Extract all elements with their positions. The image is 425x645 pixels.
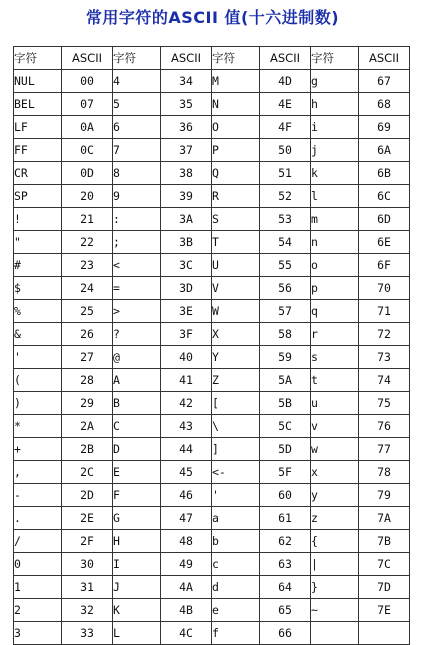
hex-cell: 76 (359, 415, 410, 438)
char-cell: = (113, 277, 161, 300)
hex-cell: 31 (62, 576, 113, 599)
char-cell: BEL (14, 93, 62, 116)
hex-cell: 3D (161, 277, 212, 300)
hex-cell: 24 (62, 277, 113, 300)
hex-cell: 65 (260, 599, 311, 622)
hex-cell: 4A (161, 576, 212, 599)
hex-cell: 67 (359, 70, 410, 93)
hex-cell: 34 (161, 70, 212, 93)
header-char: 字符 (113, 47, 161, 70)
char-cell: c (212, 553, 260, 576)
hex-cell: 52 (260, 185, 311, 208)
hex-cell: 71 (359, 300, 410, 323)
char-cell: e (212, 599, 260, 622)
char-cell: k (311, 162, 359, 185)
char-cell: 6 (113, 116, 161, 139)
char-cell: 9 (113, 185, 161, 208)
hex-cell: 7B (359, 530, 410, 553)
char-cell: v (311, 415, 359, 438)
hex-cell: 26 (62, 323, 113, 346)
char-cell: ! (14, 208, 62, 231)
char-cell: r (311, 323, 359, 346)
hex-cell: 7E (359, 599, 410, 622)
char-cell: u (311, 392, 359, 415)
hex-cell: 39 (161, 185, 212, 208)
char-cell: ( (14, 369, 62, 392)
char-cell: ~ (311, 599, 359, 622)
hex-cell: 00 (62, 70, 113, 93)
table-row (14, 208, 410, 231)
hex-cell: 62 (260, 530, 311, 553)
char-cell: U (212, 254, 260, 277)
char-cell: \ (212, 415, 260, 438)
hex-cell: 68 (359, 93, 410, 116)
table-row (14, 139, 410, 162)
header-char: 字符 (311, 47, 359, 70)
hex-cell: 21 (62, 208, 113, 231)
hex-cell: 6D (359, 208, 410, 231)
hex-cell: 5B (260, 392, 311, 415)
table-row (14, 346, 410, 369)
char-cell: o (311, 254, 359, 277)
char-cell: 5 (113, 93, 161, 116)
table-row (14, 254, 410, 277)
table-row (14, 576, 410, 599)
hex-cell: 37 (161, 139, 212, 162)
char-cell: D (113, 438, 161, 461)
hex-cell: 7C (359, 553, 410, 576)
char-cell: H (113, 530, 161, 553)
hex-cell: 0D (62, 162, 113, 185)
hex-cell: 79 (359, 484, 410, 507)
table-row (14, 185, 410, 208)
table-row (14, 323, 410, 346)
char-cell: LF (14, 116, 62, 139)
hex-cell: 28 (62, 369, 113, 392)
hex-cell: 23 (62, 254, 113, 277)
char-cell: $ (14, 277, 62, 300)
hex-cell: 45 (161, 461, 212, 484)
hex-cell: 42 (161, 392, 212, 415)
hex-cell: 5A (260, 369, 311, 392)
char-cell: % (14, 300, 62, 323)
hex-cell: 38 (161, 162, 212, 185)
hex-cell: 44 (161, 438, 212, 461)
char-cell: J (113, 576, 161, 599)
char-cell: : (113, 208, 161, 231)
char-cell: > (113, 300, 161, 323)
hex-cell: 30 (62, 553, 113, 576)
hex-cell: 29 (62, 392, 113, 415)
char-cell: j (311, 139, 359, 162)
char-cell: i (311, 116, 359, 139)
char-cell: l (311, 185, 359, 208)
char-cell: Q (212, 162, 260, 185)
hex-cell: 53 (260, 208, 311, 231)
char-cell: CR (14, 162, 62, 185)
char-cell: , (14, 461, 62, 484)
hex-cell: 4C (161, 622, 212, 645)
table-row (14, 622, 410, 645)
header-ascii: ASCII (161, 47, 212, 70)
char-cell: 2 (14, 599, 62, 622)
hex-cell: 43 (161, 415, 212, 438)
hex-cell: 75 (359, 392, 410, 415)
hex-cell: 60 (260, 484, 311, 507)
hex-cell: 77 (359, 438, 410, 461)
char-cell: R (212, 185, 260, 208)
char-cell: x (311, 461, 359, 484)
char-cell: | (311, 553, 359, 576)
hex-cell: 6E (359, 231, 410, 254)
hex-cell: 47 (161, 507, 212, 530)
hex-cell: 2E (62, 507, 113, 530)
char-cell: t (311, 369, 359, 392)
hex-cell: 5F (260, 461, 311, 484)
char-cell: y (311, 484, 359, 507)
char-cell: 4 (113, 70, 161, 93)
header-ascii: ASCII (359, 47, 410, 70)
hex-cell: 2D (62, 484, 113, 507)
hex-cell: 6B (359, 162, 410, 185)
hex-cell: 64 (260, 576, 311, 599)
char-cell: f (212, 622, 260, 645)
hex-cell: 3C (161, 254, 212, 277)
hex-cell: 36 (161, 116, 212, 139)
hex-cell: 6F (359, 254, 410, 277)
char-cell: / (14, 530, 62, 553)
char-cell: L (113, 622, 161, 645)
char-cell: NUL (14, 70, 62, 93)
char-cell: h (311, 93, 359, 116)
char-cell: ' (212, 484, 260, 507)
hex-cell: 49 (161, 553, 212, 576)
char-cell: FF (14, 139, 62, 162)
hex-cell: 40 (161, 346, 212, 369)
table-row (14, 369, 410, 392)
hex-cell: 7A (359, 507, 410, 530)
hex-cell: 57 (260, 300, 311, 323)
hex-cell: 58 (260, 323, 311, 346)
hex-cell: 78 (359, 461, 410, 484)
hex-cell: 0A (62, 116, 113, 139)
hex-cell: 4E (260, 93, 311, 116)
char-cell: X (212, 323, 260, 346)
hex-cell: 3A (161, 208, 212, 231)
hex-cell: 25 (62, 300, 113, 323)
char-cell: # (14, 254, 62, 277)
char-cell: * (14, 415, 62, 438)
hex-cell: 5C (260, 415, 311, 438)
char-cell: G (113, 507, 161, 530)
char-cell: I (113, 553, 161, 576)
char-cell: + (14, 438, 62, 461)
hex-cell: 0C (62, 139, 113, 162)
char-cell: ; (113, 231, 161, 254)
char-cell: g (311, 70, 359, 93)
hex-cell: 20 (62, 185, 113, 208)
hex-cell: 5D (260, 438, 311, 461)
char-cell: S (212, 208, 260, 231)
char-cell: P (212, 139, 260, 162)
char-cell: w (311, 438, 359, 461)
hex-cell: 73 (359, 346, 410, 369)
table-header-row (14, 47, 410, 70)
hex-cell: 35 (161, 93, 212, 116)
hex-cell: 4D (260, 70, 311, 93)
hex-cell: 69 (359, 116, 410, 139)
table-row (14, 70, 410, 93)
table-row (14, 438, 410, 461)
hex-cell: 6A (359, 139, 410, 162)
hex-cell: 72 (359, 323, 410, 346)
char-cell: { (311, 530, 359, 553)
table-row (14, 231, 410, 254)
hex-cell: 41 (161, 369, 212, 392)
table-row (14, 530, 410, 553)
char-cell: 0 (14, 553, 62, 576)
char-cell: m (311, 208, 359, 231)
char-cell: C (113, 415, 161, 438)
ascii-table (13, 46, 410, 645)
char-cell: } (311, 576, 359, 599)
hex-cell: 2B (62, 438, 113, 461)
char-cell: d (212, 576, 260, 599)
char-cell: [ (212, 392, 260, 415)
hex-cell: 22 (62, 231, 113, 254)
hex-cell: 61 (260, 507, 311, 530)
char-cell: T (212, 231, 260, 254)
char-cell: ) (14, 392, 62, 415)
hex-cell: 46 (161, 484, 212, 507)
char-cell: b (212, 530, 260, 553)
hex-cell: 2A (62, 415, 113, 438)
hex-cell: 6C (359, 185, 410, 208)
char-cell: 7 (113, 139, 161, 162)
char-cell: 8 (113, 162, 161, 185)
table-body (14, 70, 410, 645)
header-ascii: ASCII (62, 47, 113, 70)
char-cell: ] (212, 438, 260, 461)
char-cell: < (113, 254, 161, 277)
char-cell: . (14, 507, 62, 530)
hex-cell: 48 (161, 530, 212, 553)
char-cell: @ (113, 346, 161, 369)
char-cell: <- (212, 461, 260, 484)
hex-cell: 2C (62, 461, 113, 484)
char-cell: V (212, 277, 260, 300)
hex-cell: 07 (62, 93, 113, 116)
hex-cell: 2F (62, 530, 113, 553)
hex-cell: 4F (260, 116, 311, 139)
table-row (14, 300, 410, 323)
page-title: 常用字符的ASCII 值(十六进制数) (85, 8, 340, 27)
hex-cell: 55 (260, 254, 311, 277)
table-row (14, 415, 410, 438)
hex-cell: 3E (161, 300, 212, 323)
char-cell: a (212, 507, 260, 530)
hex-cell: 50 (260, 139, 311, 162)
empty-cell (311, 622, 359, 645)
hex-cell: 3B (161, 231, 212, 254)
char-cell: O (212, 116, 260, 139)
table-row (14, 599, 410, 622)
char-cell: Y (212, 346, 260, 369)
hex-cell: 63 (260, 553, 311, 576)
char-cell: A (113, 369, 161, 392)
char-cell: SP (14, 185, 62, 208)
char-cell: M (212, 70, 260, 93)
hex-cell: 70 (359, 277, 410, 300)
table-row (14, 507, 410, 530)
char-cell: z (311, 507, 359, 530)
char-cell: 3 (14, 622, 62, 645)
hex-cell: 56 (260, 277, 311, 300)
char-cell: F (113, 484, 161, 507)
table-row (14, 553, 410, 576)
hex-cell: 4B (161, 599, 212, 622)
header-char: 字符 (212, 47, 260, 70)
char-cell: p (311, 277, 359, 300)
char-cell: K (113, 599, 161, 622)
char-cell: s (311, 346, 359, 369)
table-row (14, 93, 410, 116)
table-row (14, 484, 410, 507)
char-cell: q (311, 300, 359, 323)
hex-cell: 51 (260, 162, 311, 185)
hex-cell: 3F (161, 323, 212, 346)
char-cell: Z (212, 369, 260, 392)
hex-cell: 7D (359, 576, 410, 599)
char-cell: N (212, 93, 260, 116)
header-ascii: ASCII (260, 47, 311, 70)
table-row (14, 392, 410, 415)
header-char: 字符 (14, 47, 62, 70)
char-cell: & (14, 323, 62, 346)
hex-cell: 66 (260, 622, 311, 645)
char-cell: ' (14, 346, 62, 369)
hex-cell: 59 (260, 346, 311, 369)
table-row (14, 162, 410, 185)
table-row (14, 461, 410, 484)
char-cell: E (113, 461, 161, 484)
hex-cell: 74 (359, 369, 410, 392)
char-cell: W (212, 300, 260, 323)
hex-cell: 33 (62, 622, 113, 645)
char-cell: 1 (14, 576, 62, 599)
char-cell: " (14, 231, 62, 254)
char-cell: ? (113, 323, 161, 346)
table-row (14, 277, 410, 300)
hex-cell: 32 (62, 599, 113, 622)
empty-cell (359, 622, 410, 645)
hex-cell: 27 (62, 346, 113, 369)
char-cell: - (14, 484, 62, 507)
char-cell: B (113, 392, 161, 415)
hex-cell: 54 (260, 231, 311, 254)
char-cell: n (311, 231, 359, 254)
table-row (14, 116, 410, 139)
